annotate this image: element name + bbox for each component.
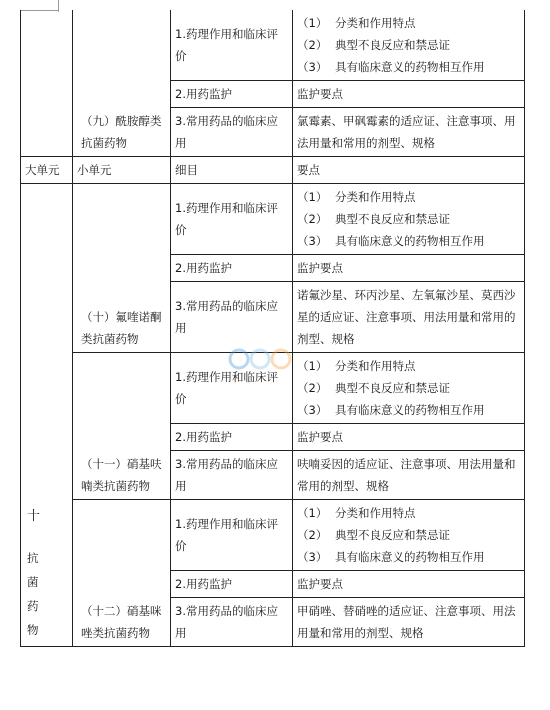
sub-unit-cell (73, 10, 171, 157)
usage-cell: 诺氟沙星、环丙沙星、左氧氟沙星、莫西沙星的适应证、注意事项、用法用量和常用的剂型、规格 (293, 282, 525, 353)
point-line: （1） 分类和作用特点 (297, 359, 416, 373)
point-line: （3） 具有临床意义的药物相互作用 (297, 234, 485, 248)
major-unit-number: 十 (27, 509, 41, 524)
header-sub: 小单元 (73, 157, 171, 184)
item-label: 3.常用药品的临床应用 (171, 282, 293, 353)
sub-unit-name: （十二）硝基咪唑类抗菌药物 (81, 604, 162, 640)
point-line: （1） 分类和作用特点 (297, 16, 416, 30)
major-unit-char: 物 (27, 623, 39, 637)
point-line: （3） 具有临床意义的药物相互作用 (297, 550, 485, 564)
item-label: 3.常用药品的临床应用 (171, 108, 293, 157)
monitor-cell: 监护要点 (293, 81, 525, 108)
sub-unit-name: （十一）硝基呋喃类抗菌药物 (81, 457, 162, 493)
sub-unit-name: （十）氟喹诺酮类抗菌药物 (81, 310, 162, 346)
major-unit-char: 药 (27, 599, 39, 613)
header-major: 大单元 (21, 157, 73, 184)
header-points: 要点 (293, 157, 525, 184)
item-label: 1.药理作用和临床评价 (171, 500, 293, 571)
item-label: 2.用药监护 (171, 81, 293, 108)
header-item: 细目 (171, 157, 293, 184)
table-row (21, 184, 525, 255)
points-cell (293, 353, 525, 424)
item-label: 2.用药监护 (171, 571, 293, 598)
sub-unit-name: （九）酰胺醇类抗菌药物 (81, 114, 162, 150)
point-line: （1） 分类和作用特点 (297, 506, 416, 520)
monitor-cell: 监护要点 (293, 255, 525, 282)
point-line: （3） 具有临床意义的药物相互作用 (297, 403, 485, 417)
item-label: 3.常用药品的临床应用 (171, 598, 293, 647)
major-unit-char: 抗 (27, 551, 39, 565)
monitor-cell: 监护要点 (293, 571, 525, 598)
item-label: 1.药理作用和临床评价 (171, 10, 293, 81)
table-row (21, 10, 525, 81)
point-line: （2） 典型不良反应和禁忌证 (297, 528, 450, 542)
sub-unit-cell (73, 184, 171, 353)
points-cell (293, 500, 525, 571)
point-line: （2） 典型不良反应和禁忌证 (297, 38, 450, 52)
point-line: （3） 具有临床意义的药物相互作用 (297, 60, 485, 74)
item-label: 1.药理作用和临床评价 (171, 353, 293, 424)
monitor-cell: 监护要点 (293, 424, 525, 451)
item-label: 1.药理作用和临床评价 (171, 184, 293, 255)
sub-unit-cell (73, 353, 171, 500)
major-unit-char: 菌 (27, 575, 39, 589)
sub-unit-cell (73, 500, 171, 647)
usage-cell: 甲硝唑、替硝唑的适应证、注意事项、用法用量和常用的剂型、规格 (293, 598, 525, 647)
item-label: 3.常用药品的临床应用 (171, 451, 293, 500)
point-line: （1） 分类和作用特点 (297, 190, 416, 204)
major-unit-cell-continued (21, 10, 73, 157)
item-label: 2.用药监护 (171, 255, 293, 282)
table-row (21, 353, 525, 424)
item-label: 2.用药监护 (171, 424, 293, 451)
table-row (21, 500, 525, 571)
usage-cell: 氯霉素、甲砜霉素的适应证、注意事项、用法用量和常用的剂型、规格 (293, 108, 525, 157)
major-unit-cell (21, 184, 73, 647)
points-cell (293, 184, 525, 255)
points-cell (293, 10, 525, 81)
header-row (21, 157, 525, 184)
point-line: （2） 典型不良反应和禁忌证 (297, 381, 450, 395)
syllabus-table (20, 10, 525, 647)
point-line: （2） 典型不良反应和禁忌证 (297, 212, 450, 226)
usage-cell: 呋喃妥因的适应证、注意事项、用法用量和常用的剂型、规格 (293, 451, 525, 500)
